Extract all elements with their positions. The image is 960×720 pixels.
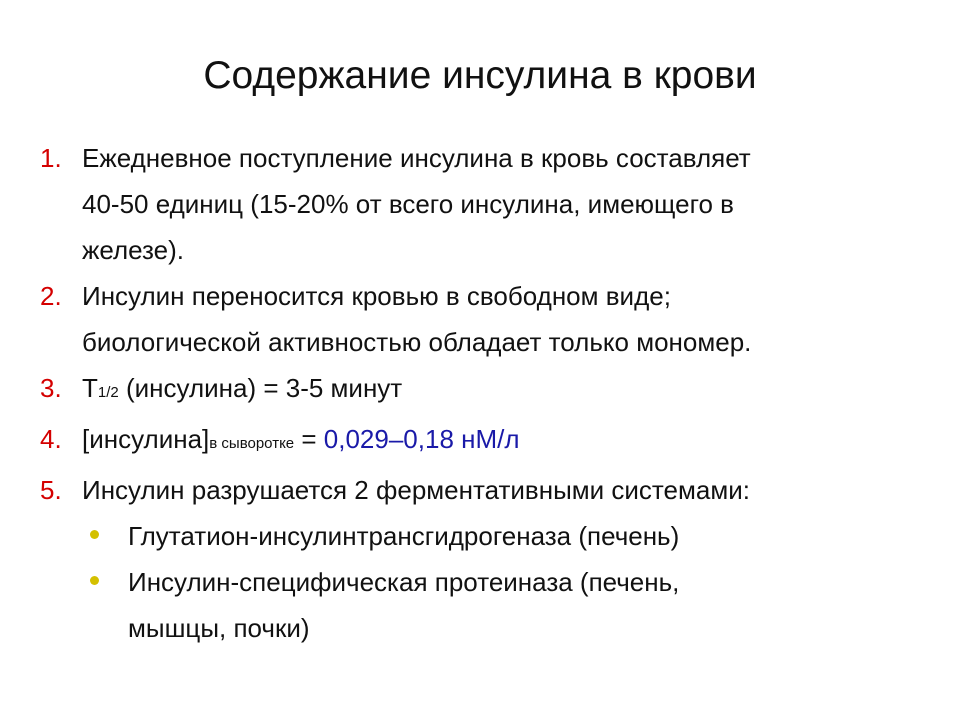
bullet-text-line: Инсулин-специфическая протеиназа (печень, [128, 567, 680, 597]
item-text-line: биологической активностью обладает только мономер. [82, 327, 752, 357]
serum-concentration-line [82, 416, 940, 467]
list-item-5 [40, 467, 940, 513]
bullet-item-2 [86, 559, 940, 651]
bullet-dot-icon [90, 576, 99, 585]
item-number: 1. [40, 143, 62, 173]
concentration-bracket: [инсулина] [82, 424, 210, 454]
item-text-line: железе). [82, 235, 185, 265]
item-number: 3. [40, 373, 62, 403]
list-item-4 [40, 416, 940, 467]
item-number: 2. [40, 281, 62, 311]
half-life-line [82, 365, 940, 416]
bullet-text-line: Глутатион-инсулинтрансгидрогеназа (печень) [128, 521, 680, 551]
item-text-line: Инсулин разрушается 2 ферментативными системами: [82, 475, 750, 505]
concentration-value: 0,029–0,18 нМ/л [323, 424, 520, 454]
bullet-item-1 [86, 513, 940, 559]
slide-content [40, 135, 940, 651]
concentration-equals: = [294, 424, 324, 454]
item-text-line: Ежедневное поступление инсулина в кровь составляет [82, 143, 751, 173]
list-item-2 [40, 273, 940, 365]
bullet-text-line: мышцы, почки) [128, 613, 310, 643]
half-life-text: (инсулина) = 3-5 минут [118, 373, 403, 403]
half-life-symbol: Т [82, 373, 98, 403]
enzyme-list [86, 513, 940, 651]
item-text-line: 40-50 единиц (15-20% от всего инсулина, имеющего в [82, 189, 734, 219]
half-life-subscript: 1/2 [97, 384, 119, 401]
list-item-1 [40, 135, 940, 273]
list-item-3 [40, 365, 940, 416]
bullet-dot-icon [90, 530, 99, 539]
item-number: 4. [40, 424, 62, 454]
item-text-line: Инсулин переносится кровью в свободном виде; [82, 281, 671, 311]
slide-title: Содержание инсулина в крови [203, 54, 757, 97]
concentration-subscript: в сыворотке [209, 435, 295, 452]
item-number: 5. [40, 475, 62, 505]
